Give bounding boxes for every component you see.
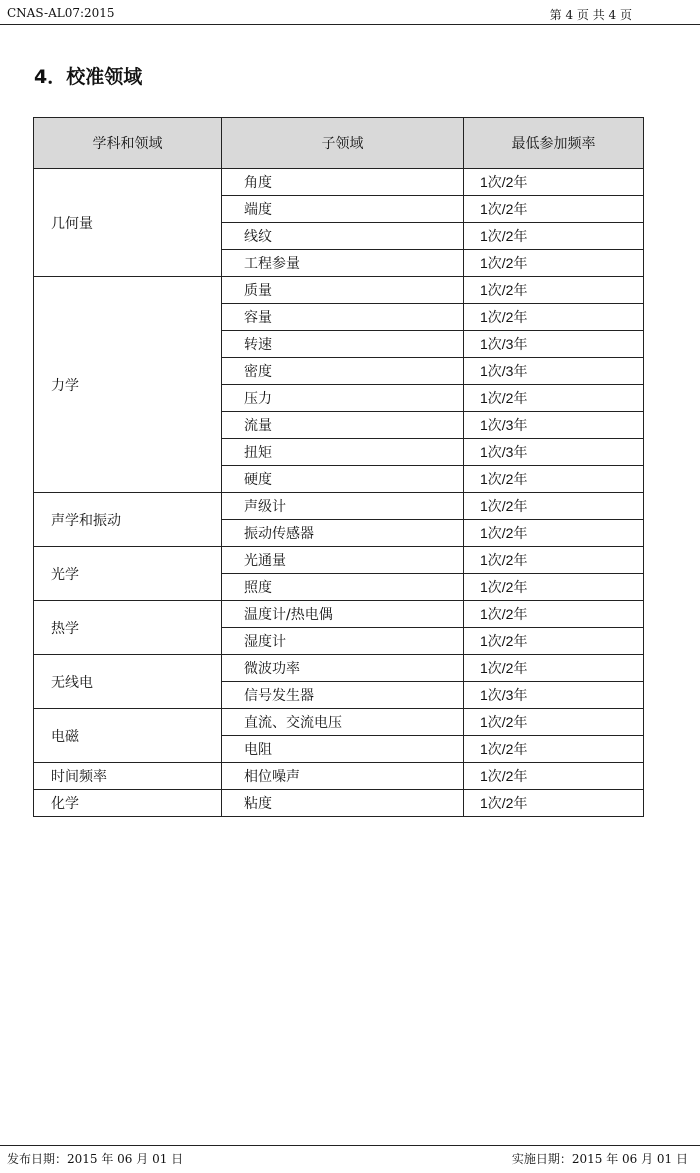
subfield-cell: 电阻 (222, 736, 464, 763)
subfield-cell: 直流、交流电压 (222, 709, 464, 736)
field-cell: 电磁 (34, 709, 222, 763)
field-cell: 热学 (34, 601, 222, 655)
subfield-cell: 线纹 (222, 223, 464, 250)
subfield-cell: 流量 (222, 412, 464, 439)
table-header-row (34, 118, 644, 169)
subfield-cell: 温度计/热电偶 (222, 601, 464, 628)
table-row (34, 547, 644, 574)
subfield-cell: 密度 (222, 358, 464, 385)
frequency-cell: 1次/2年 (464, 736, 644, 763)
field-cell: 时间频率 (34, 763, 222, 790)
frequency-cell: 1次/3年 (464, 412, 644, 439)
frequency-cell: 1次/2年 (464, 763, 644, 790)
footer-divider (0, 1145, 700, 1146)
subfield-cell: 湿度计 (222, 628, 464, 655)
table-row (34, 790, 644, 817)
frequency-cell: 1次/2年 (464, 223, 644, 250)
frequency-cell: 1次/2年 (464, 385, 644, 412)
header-divider (0, 24, 700, 25)
frequency-cell: 1次/2年 (464, 574, 644, 601)
frequency-cell: 1次/3年 (464, 682, 644, 709)
header-doc-code: CNAS-AL07:2015 (7, 6, 115, 20)
table-row (34, 655, 644, 682)
frequency-cell: 1次/2年 (464, 466, 644, 493)
subfield-cell: 照度 (222, 574, 464, 601)
subfield-cell: 转速 (222, 331, 464, 358)
frequency-cell: 1次/2年 (464, 601, 644, 628)
field-cell: 无线电 (34, 655, 222, 709)
table-row (34, 763, 644, 790)
table-row (34, 169, 644, 196)
subfield-cell: 工程参量 (222, 250, 464, 277)
subfield-cell: 端度 (222, 196, 464, 223)
frequency-cell: 1次/2年 (464, 547, 644, 574)
subfield-cell: 声级计 (222, 493, 464, 520)
column-header-field: 学科和领域 (34, 118, 222, 169)
field-cell: 光学 (34, 547, 222, 601)
subfield-cell: 扭矩 (222, 439, 464, 466)
field-cell: 力学 (34, 277, 222, 493)
frequency-cell: 1次/3年 (464, 358, 644, 385)
subfield-cell: 硬度 (222, 466, 464, 493)
calibration-scope-table (33, 117, 644, 817)
column-header-frequency: 最低参加频率 (464, 118, 644, 169)
table-row (34, 601, 644, 628)
frequency-cell: 1次/2年 (464, 196, 644, 223)
subfield-cell: 振动传感器 (222, 520, 464, 547)
column-header-subfield: 子领域 (222, 118, 464, 169)
footer-publish-date: 发布日期：2015 年 06 月 01 日 (7, 1152, 184, 1166)
field-cell: 声学和振动 (34, 493, 222, 547)
subfield-cell: 压力 (222, 385, 464, 412)
field-cell: 几何量 (34, 169, 222, 277)
frequency-cell: 1次/3年 (464, 331, 644, 358)
table-row (34, 277, 644, 304)
frequency-cell: 1次/3年 (464, 439, 644, 466)
frequency-cell: 1次/2年 (464, 790, 644, 817)
header-page-number: 第 4 页 共 4 页 (549, 8, 632, 22)
subfield-cell: 相位噪声 (222, 763, 464, 790)
subfield-cell: 质量 (222, 277, 464, 304)
subfield-cell: 光通量 (222, 547, 464, 574)
section-title: 4．校准领域 (34, 66, 143, 88)
subfield-cell: 微波功率 (222, 655, 464, 682)
frequency-cell: 1次/2年 (464, 277, 644, 304)
table-body (34, 169, 644, 817)
frequency-cell: 1次/2年 (464, 493, 644, 520)
subfield-cell: 信号发生器 (222, 682, 464, 709)
frequency-cell: 1次/2年 (464, 169, 644, 196)
frequency-cell: 1次/2年 (464, 520, 644, 547)
field-cell: 化学 (34, 790, 222, 817)
table-row (34, 493, 644, 520)
table-row (34, 709, 644, 736)
subfield-cell: 容量 (222, 304, 464, 331)
footer-effective-date: 实施日期：2015 年 06 月 01 日 (511, 1152, 688, 1166)
frequency-cell: 1次/2年 (464, 628, 644, 655)
frequency-cell: 1次/2年 (464, 304, 644, 331)
subfield-cell: 粘度 (222, 790, 464, 817)
frequency-cell: 1次/2年 (464, 655, 644, 682)
frequency-cell: 1次/2年 (464, 709, 644, 736)
frequency-cell: 1次/2年 (464, 250, 644, 277)
subfield-cell: 角度 (222, 169, 464, 196)
